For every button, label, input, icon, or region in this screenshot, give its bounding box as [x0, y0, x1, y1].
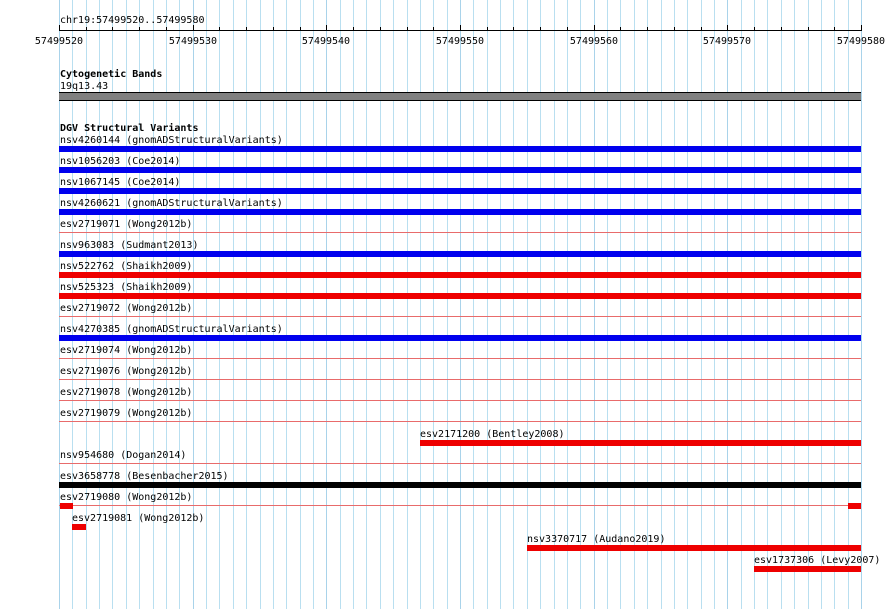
sv-feature-label[interactable]: esv2171200 (Bentley2008): [420, 429, 565, 440]
ruler-minor-tick: [674, 27, 675, 31]
sv-feature-bar[interactable]: [754, 566, 861, 572]
position-label: chr19:57499520..57499580: [60, 15, 205, 26]
ruler-minor-tick: [513, 27, 514, 31]
ruler-tick-label: 57499530: [168, 36, 218, 47]
ruler-minor-tick: [246, 27, 247, 31]
sv-feature-label[interactable]: esv2719074 (Wong2012b): [60, 345, 193, 356]
sv-feature-label[interactable]: esv3658778 (Besenbacher2015): [60, 471, 229, 482]
ruler[interactable]: [0, 0, 890, 48]
sv-feature-bar[interactable]: [59, 146, 861, 152]
sv-feature-line: [59, 400, 861, 401]
sv-feature-line: [59, 379, 861, 380]
ruler-minor-tick: [139, 27, 140, 31]
cytoband-track-title: Cytogenetic Bands: [60, 69, 163, 80]
ruler-major-tick: [326, 25, 327, 31]
sv-feature-label[interactable]: esv2719080 (Wong2012b): [60, 492, 193, 503]
ruler-minor-tick: [86, 27, 87, 31]
sv-feature-label[interactable]: esv2719078 (Wong2012b): [60, 387, 193, 398]
sv-feature-label[interactable]: nsv522762 (Shaikh2009): [60, 261, 193, 272]
grid-line: [861, 0, 862, 609]
ruler-tick-label: 57499540: [301, 36, 351, 47]
sv-feature-bar[interactable]: [420, 440, 861, 446]
sv-feature-block[interactable]: [848, 503, 861, 509]
ruler-minor-tick: [433, 27, 434, 31]
sv-feature-label[interactable]: nsv525323 (Shaikh2009): [60, 282, 193, 293]
ruler-minor-tick: [273, 27, 274, 31]
sv-feature-label[interactable]: nsv3370717 (Audano2019): [527, 534, 666, 545]
sv-feature-label[interactable]: nsv954680 (Dogan2014): [60, 450, 187, 461]
sv-feature-bar[interactable]: [59, 272, 861, 278]
ruler-minor-tick: [166, 27, 167, 31]
sv-feature-label[interactable]: nsv4260621 (gnomADStructuralVariants): [60, 198, 283, 209]
ruler-minor-tick: [407, 27, 408, 31]
sv-feature-bar[interactable]: [59, 188, 861, 194]
ruler-minor-tick: [487, 27, 488, 31]
ruler-minor-tick: [647, 27, 648, 31]
sv-feature-label[interactable]: esv2719081 (Wong2012b): [72, 513, 205, 524]
ruler-major-tick: [460, 25, 461, 31]
ruler-major-tick: [727, 25, 728, 31]
sv-feature-label[interactable]: esv2719071 (Wong2012b): [60, 219, 193, 230]
ruler-tick-label: 57499560: [569, 36, 619, 47]
sv-feature-line: [59, 421, 861, 422]
ruler-tick-label: 57499550: [435, 36, 485, 47]
sv-feature-label[interactable]: esv2719076 (Wong2012b): [60, 366, 193, 377]
ruler-minor-tick: [380, 27, 381, 31]
cytoband-border-bottom: [59, 100, 861, 101]
cytoband-label: 19q13.43: [60, 81, 109, 92]
sv-feature-bar[interactable]: [72, 524, 86, 530]
ruler-minor-tick: [808, 27, 809, 31]
sv-feature-label[interactable]: nsv1067145 (Coe2014): [60, 177, 181, 188]
dgv-track-title: DGV Structural Variants: [60, 123, 199, 134]
ruler-minor-tick: [112, 27, 113, 31]
sv-feature-bar[interactable]: [59, 335, 861, 341]
ruler-minor-tick: [353, 27, 354, 31]
ruler-tick-label: 57499520: [34, 36, 84, 47]
sv-feature-line: [59, 358, 861, 359]
ruler-major-tick: [861, 25, 862, 31]
ruler-minor-tick: [834, 27, 835, 31]
sv-feature-bar[interactable]: [59, 209, 861, 215]
sv-feature-connector: [59, 505, 861, 506]
sv-feature-block[interactable]: [60, 503, 73, 509]
sv-feature-line: [59, 463, 861, 464]
ruler-minor-tick: [701, 27, 702, 31]
sv-feature-bar[interactable]: [59, 167, 861, 173]
sv-feature-line: [59, 316, 861, 317]
ruler-minor-tick: [300, 27, 301, 31]
sv-feature-label[interactable]: esv2719079 (Wong2012b): [60, 408, 193, 419]
ruler-minor-tick: [540, 27, 541, 31]
sv-feature-label[interactable]: esv1737306 (Levy2007): [754, 555, 881, 566]
sv-feature-label[interactable]: esv2719072 (Wong2012b): [60, 303, 193, 314]
ruler-tick-label: 57499580: [836, 36, 886, 47]
ruler-tick-label: 57499570: [702, 36, 752, 47]
ruler-minor-tick: [567, 27, 568, 31]
cytoband-bar[interactable]: [59, 93, 861, 100]
sv-feature-label[interactable]: nsv1056203 (Coe2014): [60, 156, 181, 167]
sv-feature-label[interactable]: nsv4260144 (gnomADStructuralVariants): [60, 135, 283, 146]
sv-feature-label[interactable]: nsv4270385 (gnomADStructuralVariants): [60, 324, 283, 335]
sv-feature-bar[interactable]: [527, 545, 861, 551]
ruler-minor-tick: [620, 27, 621, 31]
ruler-major-tick: [594, 25, 595, 31]
ruler-minor-tick: [781, 27, 782, 31]
ruler-minor-tick: [754, 27, 755, 31]
sv-feature-bar[interactable]: [59, 251, 861, 257]
ruler-minor-tick: [219, 27, 220, 31]
sv-feature-label[interactable]: nsv963083 (Sudmant2013): [60, 240, 199, 251]
sv-feature-line: [59, 232, 861, 233]
sv-feature-bar[interactable]: [59, 293, 861, 299]
sv-feature-bar[interactable]: [59, 482, 861, 488]
